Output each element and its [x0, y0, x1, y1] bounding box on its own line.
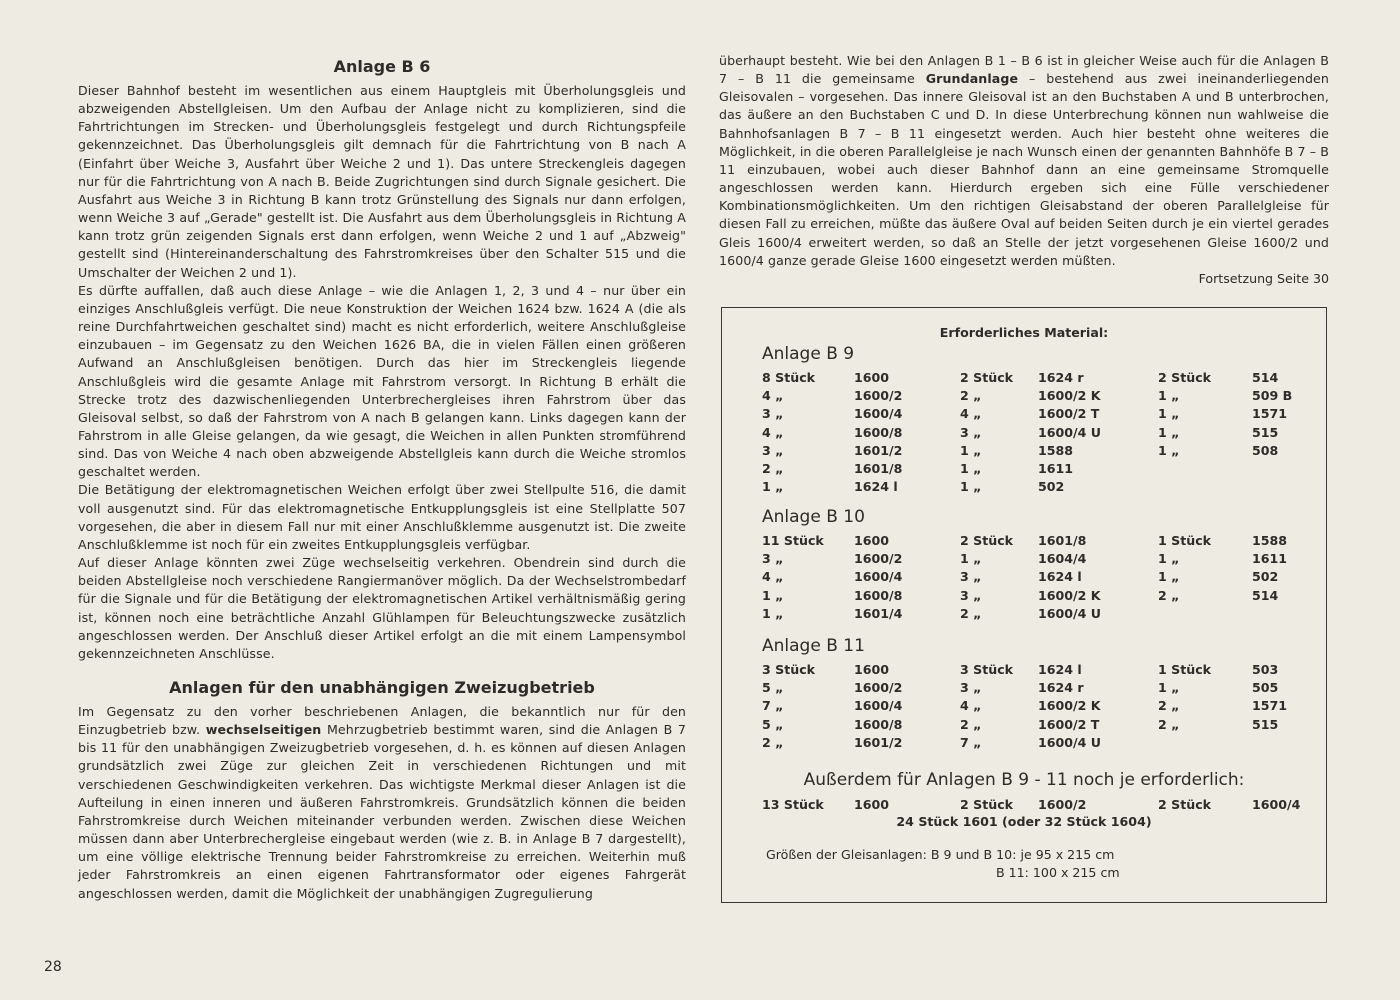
table-cell: 1 „	[960, 460, 982, 476]
extra-heading: Außerdem für Anlagen B 9 - 11 noch je erforderlich:	[803, 770, 1245, 790]
table-cell: 3 „	[960, 569, 982, 585]
table-cell: 3 „	[960, 680, 982, 696]
left-column	[78, 52, 686, 903]
table-cell: 1601/2	[854, 734, 903, 750]
table-cell: 1600	[854, 662, 890, 677]
table-cell: 1 „	[1158, 406, 1180, 422]
table-row	[762, 370, 1322, 388]
table-cell: 1600/2	[854, 680, 903, 696]
table-cell: 4 „	[762, 388, 784, 404]
table-cell: 3 Stück	[762, 662, 816, 677]
table-cell: 2 Stück	[960, 370, 1014, 385]
table-cell: 1 „	[960, 442, 982, 458]
table-row	[762, 606, 1322, 624]
table-cell: 1600/2 T	[1038, 406, 1100, 422]
table-cell: 1600/2	[854, 551, 903, 567]
table-cell: 1611	[1038, 460, 1074, 476]
table-row	[762, 406, 1322, 424]
table-cell: 4 „	[960, 406, 982, 422]
table-cell: 1624 l	[854, 479, 898, 495]
table-cell: 1600/2 K	[1038, 388, 1101, 404]
paragraph: Die Betätigung der elektromagnetischen Weichen erfolgt über zwei Stellpulte 516, die damit voll ausgenutzt sind. Für das elektromagnetische Entkupplungsgleis ist eine Stellplatte 507 vorgesehen, die aber in diesem Fall nur mit einer Anschlußklemme ausgenutzt ist. Die zweite Anschlußklemme ist noch für ein zweites Entkupplungsgleis verfügbar.	[78, 482, 686, 552]
paragraph	[78, 703, 686, 903]
table-row	[762, 717, 1322, 735]
continuation-note: Fortsetzung Seite 30	[1198, 270, 1329, 286]
table-row	[762, 680, 1322, 698]
table-cell: 3 „	[762, 406, 784, 422]
table-cell: 3 „	[762, 551, 784, 567]
text-run: Im Gegensatz zu den vorher beschriebenen Anlagen, die bekanntlich nur für den Einzugbetrieb bzw.	[78, 704, 686, 738]
table-cell: 1588	[1038, 442, 1074, 458]
table-cell: 11 Stück	[762, 533, 824, 548]
text-run: Mehrzugbetrieb bestimmt waren, sind die Anlagen B 7 bis 11 für den unabhängigen Zweizugbetrieb vorgesehen, d. h. es können auf diesen Anlagen grundsätzlich zwei Züge zur gleichen Zeit in verschiedenen Richtungen und mit verschiedenen Geschwindigkeiten verkehren. Das wichtigste Merkmal dieser Anlagen ist die Aufteilung in einen inneren und äußeren Fahrstromkreis. Grundsätzlich können die beiden Fahrstromkreise durch Weichen miteinander verbunden werden. Zwischen diese Weichen müssen dann aber Unterbrechergleise eingebaut werden (wie z. B. in Anlage B 7 dargestellt), um eine völlige elektrische Trennung beider Fahrstromkreise zu erreichen. Weiterhin muß jeder Fahrstromkreis an einen eigenen Fahrtransformator oder eigenes Fahrgerät angeschlossen werden, damit die Möglichkeit der unabhängigen Zugregulierung	[78, 722, 687, 901]
table-cell: 1 „	[1158, 388, 1180, 404]
sizes-line: Größen der Gleisanlagen: B 9 und B 10: je 95 x 215 cm	[766, 847, 1115, 862]
table-cell: 1600/8	[854, 716, 903, 732]
table-cell: 1601/8	[854, 460, 903, 476]
table-row	[762, 551, 1322, 569]
table-cell: 5 „	[762, 680, 784, 696]
section-title: Anlage B 10	[762, 507, 865, 527]
table-cell: 4 „	[762, 569, 784, 585]
table-cell: 1624 r	[1038, 370, 1084, 385]
table-cell: 1 „	[1158, 569, 1180, 585]
table-cell: 3 „	[960, 587, 982, 603]
section-title: Anlage B 11	[762, 636, 865, 656]
table-cell: 4 „	[960, 698, 982, 714]
table-row	[762, 533, 1322, 551]
table-cell: 2 „	[960, 716, 982, 732]
table-cell: 8 Stück	[762, 370, 816, 385]
table-cell: 1600/4 U	[1038, 424, 1102, 440]
paragraph: Es dürfte auffallen, daß auch diese Anlage – wie die Anlagen 1, 2, 3 und 4 – nur über ein einziges Anschlußgleis verfügt. Die neue Konstruktion der Weichen 1624 bzw. 1624 A (die als reine Durchfahrtweichen geschaltet sind) macht es nicht erforderlich, weitere Anschlußgleise einzubauen – im Gegensatz zu den Weichen 1626 BA, die in vielen Fällen einen größeren Aufwand an Anschlußgleisen benötigen. Durch das hier im Streckengleis liegende Anschlußgleis wird die gesamte Anlage mit Fahrstrom versorgt. In Richtung B erhält die Strecke trotz des dazwischenliegenden Unterbrechergleises ihren Fahrstrom über das Gleisoval selbst, so daß der Fahrstrom von A nach B gelangen kann. Links dagegen kann der Fahrstrom in alle Gleise gelangen, da wie gesagt, die Weichen in allen Punkten stromführend sind. Das von Weiche 4 nach oben abzweigende Abstellgleis kann durch die Weiche stromlos geschaltet werden.	[78, 282, 686, 480]
table-cell: 1588	[1252, 533, 1288, 548]
table-cell: 1600/2	[854, 388, 903, 404]
table-cell: 3 „	[762, 442, 784, 458]
table-cell: 515	[1252, 424, 1279, 440]
extra-cell: 1600/2	[1038, 797, 1087, 812]
paragraph	[719, 52, 1329, 270]
table-cell: 1624 r	[1038, 680, 1084, 696]
table-cell: 1600/2 K	[1038, 698, 1101, 714]
material-table	[762, 370, 1322, 497]
table-cell: 503	[1252, 662, 1279, 677]
table-cell: 1600/4	[854, 698, 903, 714]
extra-cell: 1600/4	[1252, 797, 1301, 812]
table-cell: 505	[1252, 680, 1279, 696]
table-cell: 1611	[1252, 551, 1288, 567]
table-row	[762, 461, 1322, 479]
table-cell: 1600/8	[854, 587, 903, 603]
material-table	[762, 533, 1322, 624]
table-cell: 1 „	[960, 479, 982, 495]
table-cell: 1624 l	[1038, 569, 1082, 585]
table-cell: 2 Stück	[960, 533, 1014, 548]
table-cell: 2 „	[1158, 587, 1180, 603]
table-cell: 1 „	[1158, 424, 1180, 440]
emphasis: Grundanlage	[925, 71, 1019, 87]
table-cell: 1600/4 U	[1038, 734, 1102, 750]
text-run: – bestehend aus zwei ineinanderliegenden Gleisovalen – vorgesehen. Das innere Gleisoval ist an den Buchstaben A und B unterbrochen, das äußere an den Buchstaben C und D. In diese Unterbrechung können nun wahlweise die Bahnhofsanlagen B 7 – B 11 eingesetzt werden. Auch hier besteht ohne weiteres die Möglichkeit, in die oberen Parallelgleise je nach Wunsch einen der genannten Bahnhöfe B 7 – B 11 einzubauen, wobei auch dieser Bahnhof dann an eine gemeinsame Stromquelle angeschlossen werden kann. Hierdurch ergeben sich eine Fülle verschiedener Kombinationsmöglichkeiten. Um den richtigen Gleisabstand der oberen Parallelgleise für diesen Fall zu erreichen, müßte das äußere Oval auf beiden Seiten durch je ein viertel gerades Gleis 1600/4 erweitert werden, so daß an Stelle der jetzt vorgesehenen Gleise 1600/2 und 1600/4 ganze gerade Gleise 1600 eingesetzt werden müßten.	[719, 71, 1329, 268]
table-cell: 7 „	[762, 698, 784, 714]
table-cell: 1600/4	[854, 406, 903, 422]
table-cell: 1624 l	[1038, 662, 1082, 677]
table-cell: 515	[1252, 716, 1279, 732]
table-cell: 1571	[1252, 698, 1288, 714]
extra-cell: 1600	[854, 797, 890, 812]
table-row	[762, 388, 1322, 406]
table-cell: 1600	[854, 370, 890, 385]
material-box	[721, 307, 1327, 903]
material-title: Erforderliches Material:	[939, 325, 1109, 340]
extra-cell: 2 Stück	[1158, 797, 1212, 812]
table-cell: 1600/8	[854, 424, 903, 440]
table-cell: 1 „	[762, 479, 784, 495]
table-cell: 1 Stück	[1158, 533, 1212, 548]
table-row	[762, 698, 1322, 716]
table-row	[762, 479, 1322, 497]
table-cell: 1604/4	[1038, 551, 1087, 567]
page-number: 28	[44, 959, 62, 975]
sizes-line: B 11: 100 x 215 cm	[996, 865, 1120, 880]
table-row	[762, 425, 1322, 443]
table-cell: 2 „	[960, 605, 982, 621]
table-cell: 502	[1038, 479, 1065, 495]
table-cell: 1600/2 T	[1038, 716, 1100, 732]
extra-cell: 2 Stück	[960, 797, 1014, 812]
heading-anlage-b6: Anlage B 6	[333, 57, 431, 76]
table-cell: 2 „	[960, 388, 982, 404]
table-cell: 4 „	[762, 424, 784, 440]
table-cell: 5 „	[762, 716, 784, 732]
section-title: Anlage B 9	[762, 344, 855, 364]
table-row	[762, 735, 1322, 753]
extra-line: 24 Stück 1601 (oder 32 Stück 1604)	[896, 814, 1152, 829]
table-row	[762, 588, 1322, 606]
emphasis: wechselseitigen	[205, 722, 322, 738]
table-cell: 7 „	[960, 734, 982, 750]
table-cell: 2 Stück	[1158, 370, 1212, 385]
table-cell: 1 „	[762, 605, 784, 621]
table-cell: 514	[1252, 370, 1279, 385]
table-cell: 2 „	[762, 734, 784, 750]
extra-row	[762, 797, 1322, 815]
table-row	[762, 569, 1322, 587]
text-run: überhaupt besteht. Wie bei den Anlagen B 1 – B 6 ist in gleicher Weise auch für die Anlagen B 7 – B 11 die gemeinsame	[719, 53, 1329, 87]
table-cell: 1600	[854, 533, 890, 548]
table-cell: 514	[1252, 587, 1279, 603]
table-row	[762, 443, 1322, 461]
table-cell: 1 „	[960, 551, 982, 567]
table-cell: 2 „	[762, 460, 784, 476]
table-cell: 1601/8	[1038, 533, 1087, 548]
table-cell: 2 „	[1158, 716, 1180, 732]
table-cell: 1 „	[1158, 442, 1180, 458]
table-cell: 1600/2 K	[1038, 587, 1101, 603]
table-cell: 1 „	[1158, 680, 1180, 696]
table-cell: 3 Stück	[960, 662, 1014, 677]
table-row	[762, 662, 1322, 680]
table-cell: 509 B	[1252, 388, 1293, 404]
table-cell: 1600/4	[854, 569, 903, 585]
paragraph: Auf dieser Anlage könnten zwei Züge wechselseitig verkehren. Obendrein sind durch die beiden Abstellgleise noch verschiedene Rangiermanöver möglich. Da der Wechselstrombedarf für die Signale und für die Betätigung der elektromagnetischen Artikel verhältnismäßig gering ist, können noch eine beträchtliche Anzahl Glühlampen für Beleuchtungszwecke zusätzlich angeschlossen werden. Der Anschluß dieser Artikel erfolgt an die mit einem Lampensymbol gekennzeichneten Anschlüsse.	[78, 555, 686, 661]
heading-zweizugbetrieb: Anlagen für den unabhängigen Zweizugbetrieb	[169, 678, 595, 697]
table-cell: 1 „	[1158, 551, 1180, 567]
table-cell: 1 „	[762, 587, 784, 603]
table-cell: 1 Stück	[1158, 662, 1212, 677]
table-cell: 1601/2	[854, 442, 903, 458]
table-cell: 1600/4 U	[1038, 605, 1102, 621]
table-cell: 1601/4	[854, 605, 903, 621]
material-table	[762, 662, 1322, 753]
table-cell: 3 „	[960, 424, 982, 440]
extra-cell: 13 Stück	[762, 797, 824, 812]
table-cell: 502	[1252, 569, 1279, 585]
table-cell: 508	[1252, 442, 1279, 458]
paragraph: Dieser Bahnhof besteht im wesentlichen aus einem Hauptgleis mit Überholungsgleis und abzweigenden Abstellgleisen. Um den Aufbau der Anlage nicht zu komplizieren, sind die Fahrtrichtungen im Strecken- und Überholungsgleis festgelegt und durch Richtungspfeile gekennzeichnet. Das Überholungsgleis gilt demnach für die Fahrtrichtung von B nach A (Einfahrt über Weiche 3, Ausfahrt über Weiche 2 und 1). Das untere Streckengleis dagegen nur für die Fahrtrichtung von A nach B. Beide Zugrichtungen sind durch Signale gesichert. Die Ausfahrt aus Weiche 3 in Richtung B kann trotz Grünstellung des Signals nur dann erfolgen, wenn Weiche 3 auf „Gerade" gestellt ist. Die Ausfahrt aus dem Überholungsgleis in Richtung A kann trotz grün zeigenden Signals erst dann erfolgen, wenn Weiche 2 und 1 auf „Abzweig" gestellt sind (Hintereinanderschaltung des Fahrstromkreises über den Schalter 515 und die Umschalter der Weichen 2 und 1).	[78, 83, 686, 280]
table-cell: 1571	[1252, 406, 1288, 422]
table-cell: 2 „	[1158, 698, 1180, 714]
right-column	[719, 52, 1329, 288]
